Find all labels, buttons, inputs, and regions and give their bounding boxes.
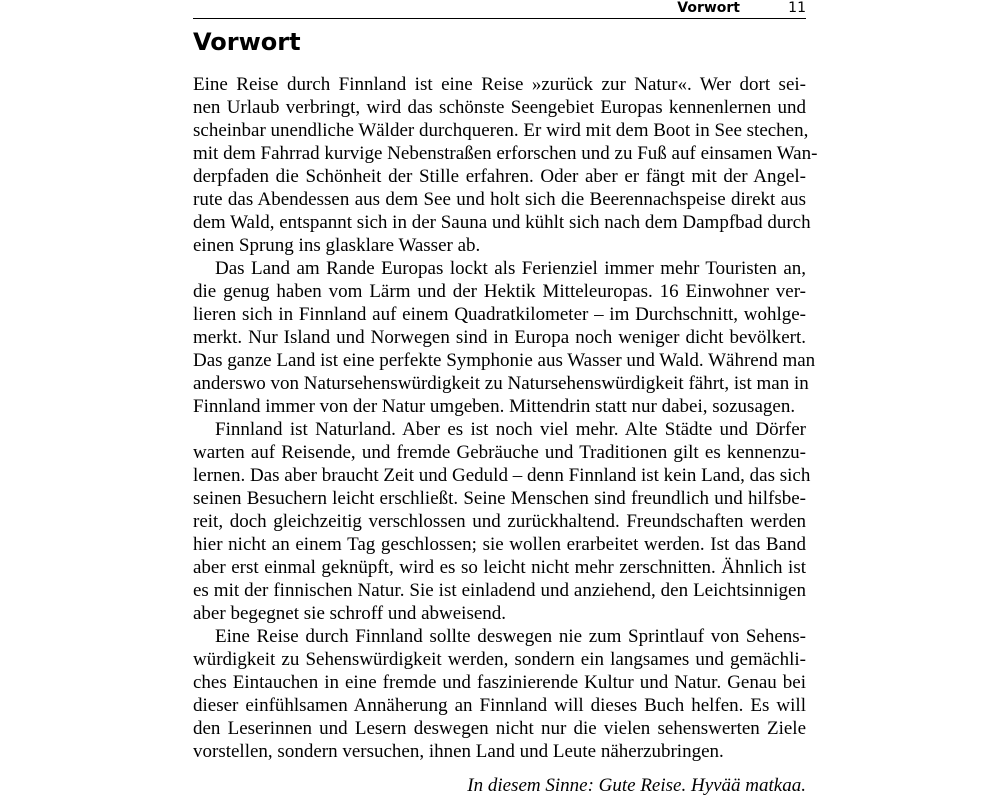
text-line: Eine Reise durch Finnland ist eine Reise »zurück zur Natur«. Wer dort sei- <box>193 74 806 95</box>
book-page <box>193 0 818 800</box>
text-line: scheinbar unendliche Wälder durchqueren. Er wird mit dem Boot in See stechen, <box>193 120 809 141</box>
paragraph <box>193 625 806 763</box>
page-number: 11 <box>788 0 806 16</box>
text-line: hier nicht an einem Tag geschlossen; sie wollen erarbeitet werden. Ist das Band <box>193 534 806 555</box>
text-line: Das Land am Rande Europas lockt als Ferienziel immer mehr Touristen an, <box>215 258 806 279</box>
text-line: lieren sich in Finnland auf einem Quadratkilometer – im Durchschnitt, wohlge- <box>193 304 806 325</box>
text-line: vorstellen, sondern versuchen, ihnen Land und Leute näherzubringen. <box>193 741 724 762</box>
text-line: warten auf Reisende, und fremde Gebräuche und Traditionen gilt es kennenzu- <box>193 442 806 463</box>
text-line: Finnland immer von der Natur umgeben. Mittendrin statt nur dabei, sozusagen. <box>193 396 796 417</box>
running-header <box>193 0 806 19</box>
text-line: reit, doch gleichzeitig verschlossen und zurückhaltend. Freundschaften werden <box>193 511 806 532</box>
paragraph <box>193 418 811 625</box>
text-line: Eine Reise durch Finnland sollte deswegen nie zum Sprintlauf von Sehens- <box>215 626 806 647</box>
closing-line: In diesem Sinne: Gute Reise. Hyvää matkaa. <box>467 775 806 796</box>
text-line: lernen. Das aber braucht Zeit und Geduld – denn Finnland ist kein Land, das sich <box>193 465 811 486</box>
paragraph <box>193 257 816 418</box>
text-line: dieser einfühlsamen Annäherung an Finnland will dieses Buch helfen. Es will <box>193 695 806 716</box>
chapter-title: Vorwort <box>193 28 301 56</box>
text-line: rute das Abendessen aus dem See und holt sich die Beerennachspeise direkt aus <box>193 189 806 210</box>
text-line: mit dem Fahrrad kurvige Nebenstraßen erforschen und zu Fuß auf einsamen Wan- <box>193 143 818 164</box>
text-line: dem Wald, entspannt sich in der Sauna und kühlt sich nach dem Dampfbad durch <box>193 212 811 233</box>
text-line: aber begegnet sie schroff und abweisend. <box>193 603 507 624</box>
running-title: Vorwort <box>677 0 740 16</box>
text-line: den Leserinnen und Lesern deswegen nicht nur die vielen sehenswerten Ziele <box>193 718 806 739</box>
paragraph <box>193 73 818 257</box>
text-line: seinen Besuchern leicht erschließt. Seine Menschen sind freundlich und hilfsbe- <box>193 488 806 509</box>
body-text <box>193 73 818 763</box>
text-line: derpfaden die Schönheit der Stille erfahren. Oder aber er fängt mit der Angel- <box>193 166 806 187</box>
text-line: ches Eintauchen in eine fremde und faszinierende Kultur und Natur. Genau bei <box>193 672 806 693</box>
text-line: anderswo von Natursehenswürdigkeit zu Natursehenswürdigkeit fährt, ist man in <box>193 373 809 394</box>
text-line: es mit der finnischen Natur. Sie ist einladend und anziehend, den Leichtsinnigen <box>193 580 806 601</box>
text-line: aber erst einmal geknüpft, wird es so leicht nicht mehr zerschnitten. Ähnlich ist <box>193 557 806 578</box>
text-line: einen Sprung ins glasklare Wasser ab. <box>193 235 481 256</box>
text-line: Finnland ist Naturland. Aber es ist noch viel mehr. Alte Städte und Dörfer <box>215 419 806 440</box>
text-line: die genug haben vom Lärm und der Hektik Mitteleuropas. 16 Einwohner ver- <box>193 281 806 302</box>
text-line: würdigkeit zu Sehenswürdigkeit werden, sondern ein langsames und gemächli- <box>193 649 806 670</box>
text-line: merkt. Nur Island und Norwegen sind in Europa noch weniger dicht bevölkert. <box>193 327 806 348</box>
text-line: nen Urlaub verbringt, wird das schönste Seengebiet Europas kennenlernen und <box>193 97 806 118</box>
text-line: Das ganze Land ist eine perfekte Symphonie aus Wasser und Wald. Während man <box>193 350 816 371</box>
